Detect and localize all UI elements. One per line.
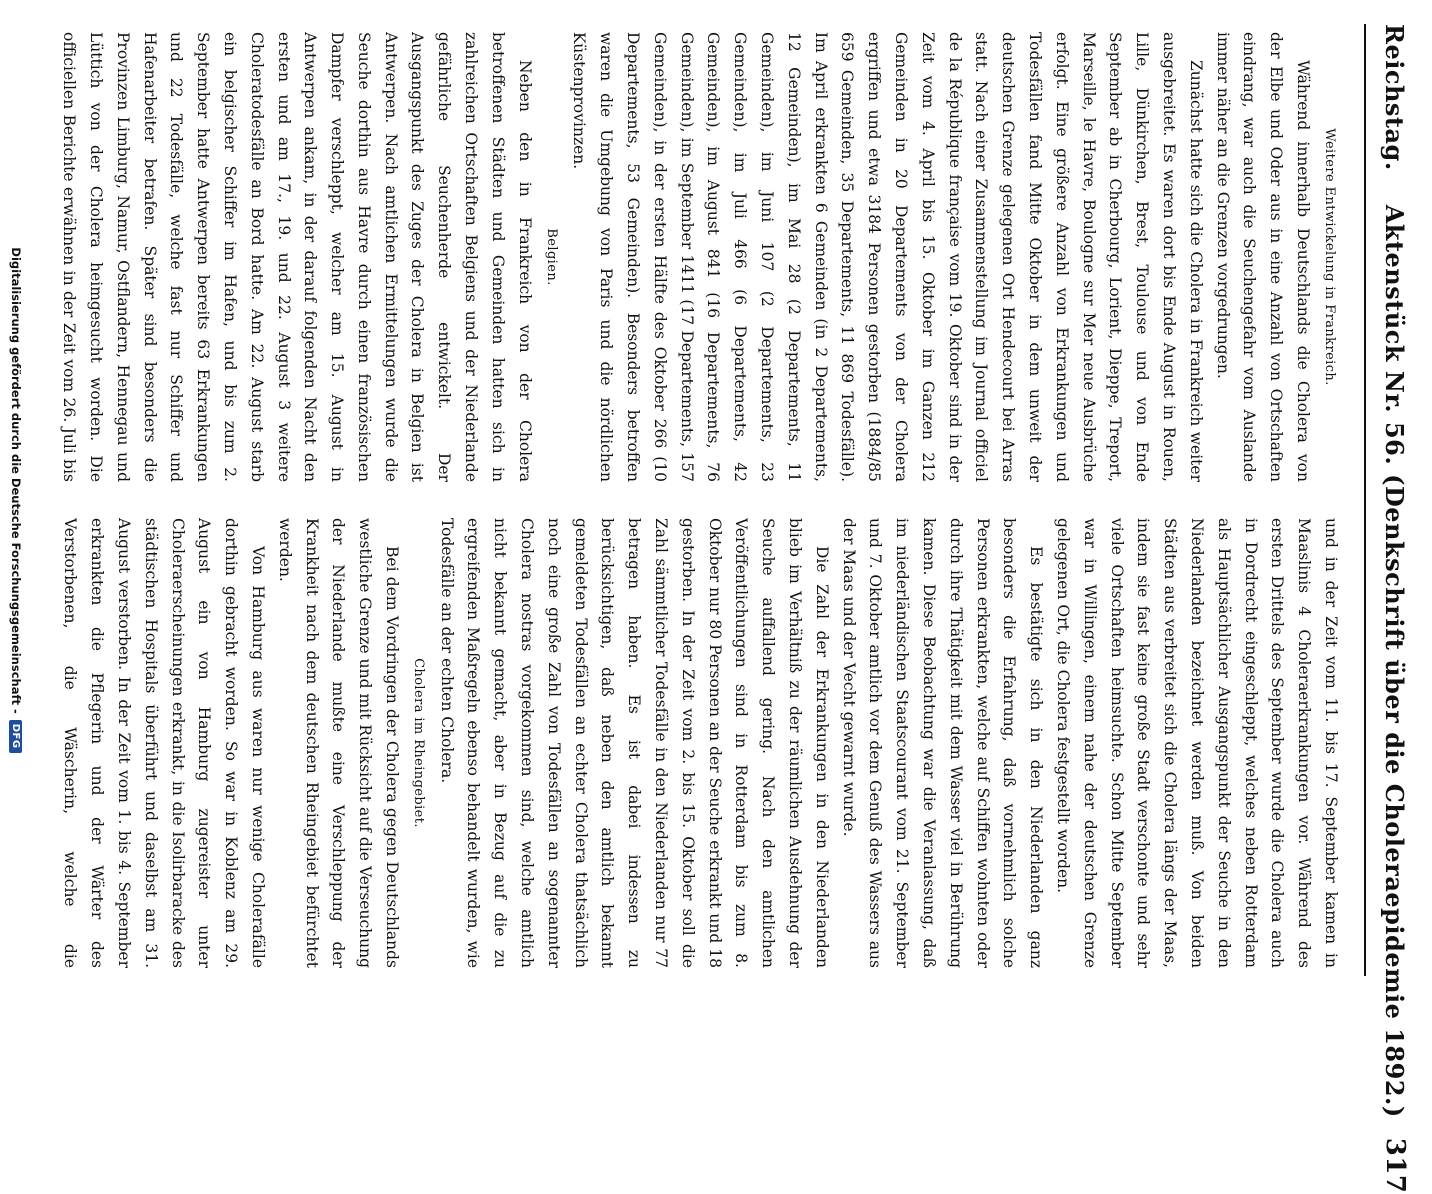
paragraph: Zunächst hatte sich die Cholera in Frankreich weiter ausgebreitet. Es waren dort bis Ende August in Rouen, Lille, Dünkirchen, Brest, Toulouse und von Ende September ab in Cherbourg, Lorient, Dieppe, Treport, Marseille, le Havre, Boulogne sur Mer neue Ausbrüche erfolgt. Eine größere Anzahl von Erkrankungen und Todesfällen fand Mitte Oktober in dem unweit der deutschen Grenze gelegenen Ort Hendecourt bei Arras statt. Nach einer Zusammenstellung im Journal officiel de la République française vom 19. Oktober sind in der Zeit vom 4. April bis 15. Oktober im Ganzen 212 Gemeinden in 20 Departements von der Cholera ergriffen und etwa 3184 Personen gestorben (1884/85 659 Gemeinden, 35 Departements, 11 869 Todesfälle). Im April erkrankten 6 Gemeinden (in 2 Departements, 12 Gemeinden), im Mai 28 (2 Departements, 11 Gemeinden), im Juni 107 (2 Departements, 23 Gemeinden), im Juli 466 (6 Departements, 42 Gemeinden), im August 841 (16 Departements, 76 Gemeinden), im September 1411 (17 Departements, 157 Gemeinden), in der ersten Hälfte des Oktober 266 (10 Departements, 53 Gemeinden). Besonders betroffen waren die Umgebung von Paris und die nördlichen Küstenprovinzen. (570, 32, 1205, 482)
right-column (54, 518, 1344, 968)
footer-text: Digitalisierung gefördert durch die Deutsche Forschungsgemeinschaft - (9, 247, 23, 714)
text-columns (54, 32, 1344, 968)
paragraph: Neben den in Frankreich von der Cholera betroffenen Städten und Gemeinden hatten sich in zahlreichen Ortschaften Belgiens und der Niederlande gefährliche Seuchenherde entwickelt. Der Ausgangspunkt des Zuges der Cholera in Belgien ist Antwerpen. Nach amtlichen Ermittelungen wurde die Seuche dorthin aus Havre durch einen französischen Dampfer verschleppt, welcher am 15. August in Antwerpen ankam, in der darauf folgenden Nacht den ersten und am 17., 19. und 22. August 3 weitere Choleratodesfälle an Bord hatte. Am 22. August starb ein belgischer Schiffer im Hafen, und bis zum 2. September hatte Antwerpen bereits 63 Erkrankungen und 22 Todesfälle, welche fast nur Schiffer und Hafenarbeiter betrafen. Später sind besonders die Provinzen Limburg, Namur, Ostflandern, Hennegau und Lüttich von der Cholera heimgesucht worden. Die officiellen Berichte erwähnen in der Zeit vom 26. Juli bis (60, 32, 534, 482)
paragraph: Während innerhalb Deutschlands die Cholera von der Elbe und Oder aus in eine Anzahl von Ortschaften eindrang, war auch die Seuchengefahr vom Auslande immer näher an die Grenzen vorgedrungen. (1213, 32, 1312, 482)
section-heading-france: Weitere Entwickelung in Frankreich. (1322, 128, 1337, 386)
header-left: Reichstag. (1380, 24, 1410, 171)
paragraph: Es bestätigte sich in den Niederlanden ganz besonders die Erfahrung, daß vornehmlich solche Personen erkrankten, welche auf Schiffen wohnten oder durch ihre Thätigkeit mit dem Wasser viel in Berührung kamen. Diese Beobachtung war die Veranlassung, daß im niederländischen Staatscourant vom 21. September und 7. Oktober amtlich vor dem Genuß des Wassers aus der Maas und der Vecht gewarnt wurde. (839, 518, 1046, 968)
dfg-logo: DFG (10, 720, 23, 753)
section-heading-belgium: Belgien. (543, 228, 559, 286)
paragraph: und in der Zeit vom 11. bis 17. September kamen in Maaslinis 4 Choleraerkrankungen vor. Während des ersten Drittels des September wurde die Cholera auch in Dordrecht eingeschleppt, welches neben Rotterdam als Hauptsächlicher Ausgangspunkt der Seuche in den Niederlanden bezeichnet werden muß. Von beiden Städten aus verbreitet sich die Cholera längs der Maas, indem sie fast keine große Stadt verschonte und sehr viele Ortschaften heimsuchte. Schon Mitte September war in Willingen, einem nahe der deutschen Grenze gelegenen Ort, die Cholera festgestellt worden. (1054, 518, 1340, 968)
section-heading-rhine: Cholera im Rheingebiet. (410, 658, 426, 828)
page-number: 317 (1380, 1137, 1410, 1194)
left-column (54, 32, 1344, 482)
paragraph: Die Zahl der Erkrankungen in den Niederlanden blieb im Verhältniß zu der räumlichen Ausdehnung der Seuche auffallend gering. Nach den amtlichen Veröffentlichungen sind in Rotterdam bis zum 8. Oktober nur 80 Personen an der Seuche erkrankt und 18 gestorben. In der Zeit vom 2. bis 15. Oktober soll die Zahl sämmtlicher Todesfälle in den Niederlanden nur 77 betragen haben. Es ist dabei indessen zu berücksichtigen, daß neben den amtlich bekannt gemeldeten Todesfällen an echter Cholera thatsächlich noch eine große Zahl von Todesfällen an sogenannter Cholera nostras vorgekommen sind, welche amtlich nicht bekannt gemacht, aber in Bezug auf die zu ergreifenden Maßregeln ebenso behandelt wurden, wie Todesfälle an der echten Cholera. (437, 518, 831, 968)
header-title: Aktenstück Nr. 56. (Denkschrift über die Choleraepidemie 1892.) (1380, 204, 1410, 1118)
paragraph: Bei dem Vordringen der Cholera gegen Deutschlands westliche Grenze und mit Rücksicht auf die Verseuchung der Niederlande mußte eine Verschleppung der Krankheit nach dem deutschen Rheingebiet befürchtet werden. (275, 518, 401, 968)
digitization-footer (6, 0, 26, 1000)
page-header (1364, 24, 1424, 1194)
paragraph: Von Hamburg aus waren nur wenige Cholerafälle dorthin gebracht worden. So war in Koblenz am 29. August ein von Hamburg zugereister unter Choleraerscheinungen erkrankt, in die Isolirbaracke des städtischen Hospitals überführt und daselbst am 31. August verstorben. In der Zeit vom 1. bis 4. September erkrankten die Pflegerin und der Wärter des Verstorbenen, die Wäscherin, welche die (61, 518, 267, 968)
